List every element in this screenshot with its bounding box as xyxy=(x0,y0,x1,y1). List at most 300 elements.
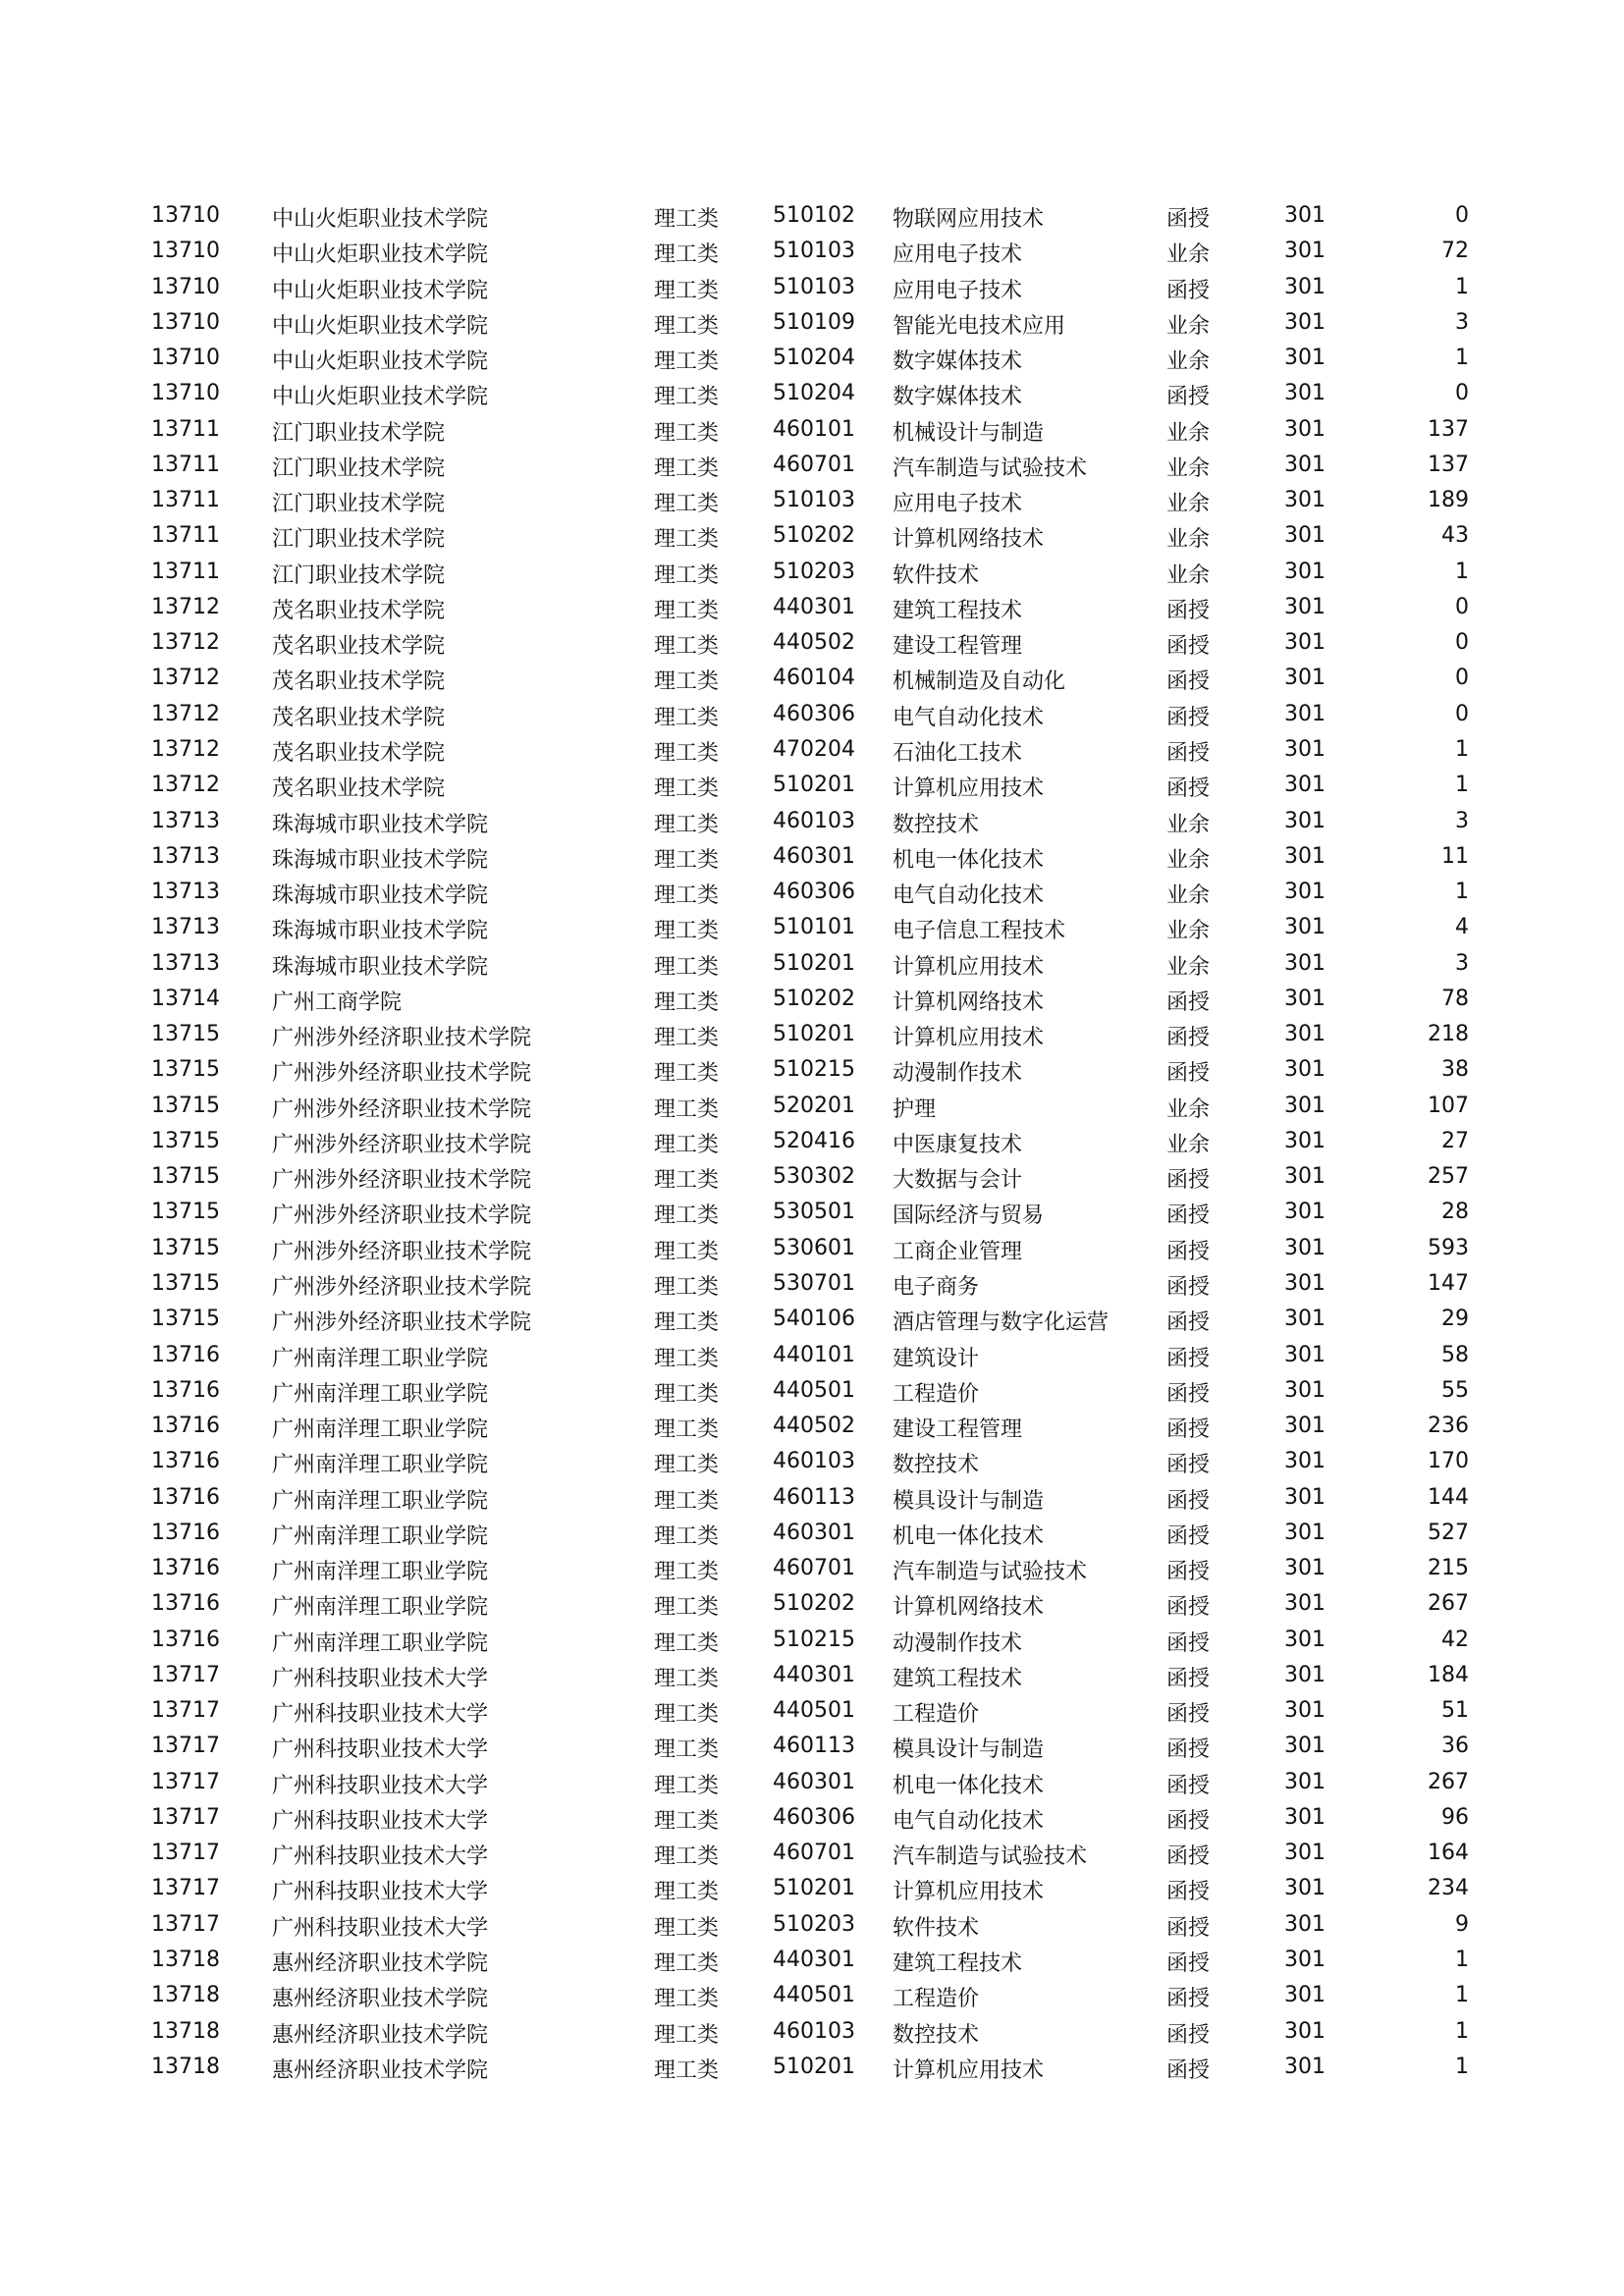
major-code-cell: 440301 xyxy=(773,1662,855,1687)
count-cell: 3 xyxy=(1455,950,1469,976)
table-row xyxy=(0,1306,1624,1341)
school-name-cell: 广州涉外经济职业技术学院 xyxy=(272,1168,532,1194)
school-code-cell: 13715 xyxy=(151,1307,220,1332)
major-code-cell: 460301 xyxy=(773,843,855,869)
school-code-cell: 13712 xyxy=(151,701,220,726)
subject-category-cell: 理工类 xyxy=(654,242,720,268)
major-name-cell: 数字媒体技术 xyxy=(893,385,1023,410)
major-name-cell: 数控技术 xyxy=(893,812,980,837)
subject-category-cell: 理工类 xyxy=(654,1132,720,1157)
study-mode-cell: 函授 xyxy=(1166,1560,1211,1585)
batch-code-cell: 301 xyxy=(1284,880,1326,905)
school-name-cell: 江门职业技术学院 xyxy=(272,562,446,588)
school-name-cell: 广州涉外经济职业技术学院 xyxy=(272,1274,532,1300)
major-name-cell: 计算机应用技术 xyxy=(893,954,1045,980)
school-name-cell: 珠海城市职业技术学院 xyxy=(272,954,489,980)
table-row xyxy=(0,594,1624,629)
major-name-cell: 酒店管理与数字化运营 xyxy=(893,1310,1110,1336)
school-name-cell: 广州涉外经济职业技术学院 xyxy=(272,1061,532,1087)
subject-category-cell: 理工类 xyxy=(654,847,720,873)
count-cell: 218 xyxy=(1428,1022,1469,1047)
major-name-cell: 汽车制造与试验技术 xyxy=(893,1844,1088,1870)
table-row xyxy=(0,1947,1624,1982)
study-mode-cell: 函授 xyxy=(1166,598,1211,623)
subject-category-cell: 理工类 xyxy=(654,776,720,802)
school-name-cell: 广州南洋理工职业学院 xyxy=(272,1488,489,1514)
study-mode-cell: 函授 xyxy=(1166,1346,1211,1371)
count-cell: 164 xyxy=(1428,1841,1469,1866)
study-mode-cell: 业余 xyxy=(1166,349,1211,375)
table-row xyxy=(0,629,1624,665)
major-code-cell: 440502 xyxy=(773,1414,855,1439)
batch-code-cell: 301 xyxy=(1284,1093,1326,1118)
major-code-cell: 510201 xyxy=(773,1876,855,1901)
school-code-cell: 13716 xyxy=(151,1520,220,1545)
school-name-cell: 广州科技职业技术大学 xyxy=(272,1880,489,1905)
study-mode-cell: 业余 xyxy=(1166,455,1211,481)
count-cell: 9 xyxy=(1455,1911,1469,1937)
school-code-cell: 13717 xyxy=(151,1841,220,1866)
study-mode-cell: 函授 xyxy=(1166,1915,1211,1941)
count-cell: 527 xyxy=(1428,1520,1469,1545)
subject-category-cell: 理工类 xyxy=(654,1630,720,1656)
school-code-cell: 13710 xyxy=(151,239,220,264)
table-row xyxy=(0,1270,1624,1306)
table-row xyxy=(0,1662,1624,1697)
major-code-cell: 510215 xyxy=(773,1057,855,1083)
major-name-cell: 应用电子技术 xyxy=(893,278,1023,303)
school-code-cell: 13715 xyxy=(151,1022,220,1047)
batch-code-cell: 301 xyxy=(1284,594,1326,619)
batch-code-cell: 301 xyxy=(1284,239,1326,264)
major-name-cell: 应用电子技术 xyxy=(893,242,1023,268)
table-row xyxy=(0,1377,1624,1413)
major-code-cell: 520201 xyxy=(773,1093,855,1118)
school-code-cell: 13713 xyxy=(151,950,220,976)
table-row xyxy=(0,487,1624,522)
subject-category-cell: 理工类 xyxy=(654,1595,720,1621)
subject-category-cell: 理工类 xyxy=(654,1061,720,1087)
major-name-cell: 数控技术 xyxy=(893,1453,980,1478)
table-row xyxy=(0,1413,1624,1448)
table-row xyxy=(0,879,1624,914)
major-code-cell: 510201 xyxy=(773,950,855,976)
batch-code-cell: 301 xyxy=(1284,416,1326,442)
major-name-cell: 模具设计与制造 xyxy=(893,1737,1045,1763)
school-name-cell: 广州南洋理工职业学院 xyxy=(272,1595,489,1621)
count-cell: 1 xyxy=(1455,346,1469,371)
count-cell: 593 xyxy=(1428,1235,1469,1260)
table-row xyxy=(0,701,1624,736)
study-mode-cell: 函授 xyxy=(1166,705,1211,730)
major-name-cell: 动漫制作技术 xyxy=(893,1061,1023,1087)
school-name-cell: 珠海城市职业技术学院 xyxy=(272,919,489,944)
subject-category-cell: 理工类 xyxy=(654,669,720,695)
major-code-cell: 440501 xyxy=(773,1698,855,1724)
major-name-cell: 工商企业管理 xyxy=(893,1239,1023,1264)
school-code-cell: 13716 xyxy=(151,1627,220,1652)
study-mode-cell: 函授 xyxy=(1166,1274,1211,1300)
major-name-cell: 计算机网络技术 xyxy=(893,1595,1045,1621)
count-cell: 58 xyxy=(1441,1342,1469,1367)
batch-code-cell: 301 xyxy=(1284,630,1326,656)
count-cell: 147 xyxy=(1428,1270,1469,1296)
batch-code-cell: 301 xyxy=(1284,1520,1326,1545)
school-code-cell: 13713 xyxy=(151,880,220,905)
major-name-cell: 国际经济与贸易 xyxy=(893,1203,1045,1229)
subject-category-cell: 理工类 xyxy=(654,954,720,980)
major-code-cell: 460306 xyxy=(773,701,855,726)
school-name-cell: 江门职业技术学院 xyxy=(272,420,446,446)
major-code-cell: 510103 xyxy=(773,274,855,299)
major-name-cell: 软件技术 xyxy=(893,1915,980,1941)
subject-category-cell: 理工类 xyxy=(654,1737,720,1763)
batch-code-cell: 301 xyxy=(1284,1627,1326,1652)
batch-code-cell: 301 xyxy=(1284,1591,1326,1617)
count-cell: 144 xyxy=(1428,1484,1469,1510)
major-code-cell: 510204 xyxy=(773,381,855,406)
batch-code-cell: 301 xyxy=(1284,773,1326,798)
subject-category-cell: 理工类 xyxy=(654,455,720,481)
batch-code-cell: 301 xyxy=(1284,1662,1326,1687)
subject-category-cell: 理工类 xyxy=(654,1168,720,1194)
table-row xyxy=(0,843,1624,879)
school-name-cell: 茂名职业技术学院 xyxy=(272,740,446,766)
table-row xyxy=(0,665,1624,700)
school-name-cell: 广州南洋理工职业学院 xyxy=(272,1381,489,1407)
count-cell: 72 xyxy=(1441,239,1469,264)
major-name-cell: 建设工程管理 xyxy=(893,634,1023,660)
school-name-cell: 江门职业技术学院 xyxy=(272,527,446,553)
count-cell: 170 xyxy=(1428,1449,1469,1474)
admissions-table xyxy=(0,202,1624,2089)
subject-category-cell: 理工类 xyxy=(654,634,720,660)
count-cell: 51 xyxy=(1441,1698,1469,1724)
subject-category-cell: 理工类 xyxy=(654,420,720,446)
study-mode-cell: 函授 xyxy=(1166,1951,1211,1977)
table-row xyxy=(0,1769,1624,1804)
school-name-cell: 中山火炬职业技术学院 xyxy=(272,278,489,303)
study-mode-cell: 业余 xyxy=(1166,812,1211,837)
batch-code-cell: 301 xyxy=(1284,2018,1326,2044)
subject-category-cell: 理工类 xyxy=(654,1488,720,1514)
count-cell: 1 xyxy=(1455,1948,1469,1973)
study-mode-cell: 函授 xyxy=(1166,2022,1211,2048)
major-code-cell: 440501 xyxy=(773,1983,855,2008)
major-name-cell: 动漫制作技术 xyxy=(893,1630,1023,1656)
school-name-cell: 中山火炬职业技术学院 xyxy=(272,385,489,410)
major-name-cell: 电子信息工程技术 xyxy=(893,919,1066,944)
school-name-cell: 广州科技职业技术大学 xyxy=(272,1915,489,1941)
batch-code-cell: 301 xyxy=(1284,1200,1326,1225)
batch-code-cell: 301 xyxy=(1284,452,1326,477)
subject-category-cell: 理工类 xyxy=(654,598,720,623)
school-name-cell: 广州科技职业技术大学 xyxy=(272,1737,489,1763)
major-name-cell: 汽车制造与试验技术 xyxy=(893,455,1088,481)
major-name-cell: 机电一体化技术 xyxy=(893,1773,1045,1798)
school-code-cell: 13710 xyxy=(151,346,220,371)
school-name-cell: 广州南洋理工职业学院 xyxy=(272,1630,489,1656)
major-code-cell: 460101 xyxy=(773,416,855,442)
major-code-cell: 460104 xyxy=(773,666,855,691)
count-cell: 1 xyxy=(1455,2018,1469,2044)
count-cell: 1 xyxy=(1455,773,1469,798)
table-row xyxy=(0,1448,1624,1483)
school-name-cell: 茂名职业技术学院 xyxy=(272,634,446,660)
major-code-cell: 460113 xyxy=(773,1734,855,1759)
major-code-cell: 530501 xyxy=(773,1200,855,1225)
table-row xyxy=(0,522,1624,558)
batch-code-cell: 301 xyxy=(1284,1235,1326,1260)
major-name-cell: 中医康复技术 xyxy=(893,1132,1023,1157)
batch-code-cell: 301 xyxy=(1284,1342,1326,1367)
school-name-cell: 茂名职业技术学院 xyxy=(272,598,446,623)
major-name-cell: 计算机应用技术 xyxy=(893,1880,1045,1905)
major-name-cell: 计算机网络技术 xyxy=(893,989,1045,1015)
school-name-cell: 茂名职业技术学院 xyxy=(272,705,446,730)
major-name-cell: 智能光电技术应用 xyxy=(893,313,1066,339)
school-code-cell: 13716 xyxy=(151,1414,220,1439)
school-name-cell: 广州科技职业技术大学 xyxy=(272,1773,489,1798)
subject-category-cell: 理工类 xyxy=(654,2022,720,2048)
major-name-cell: 应用电子技术 xyxy=(893,492,1023,517)
major-code-cell: 460113 xyxy=(773,1484,855,1510)
school-code-cell: 13717 xyxy=(151,1662,220,1687)
study-mode-cell: 函授 xyxy=(1166,1310,1211,1336)
subject-category-cell: 理工类 xyxy=(654,1773,720,1798)
school-code-cell: 13712 xyxy=(151,736,220,762)
major-code-cell: 510202 xyxy=(773,1591,855,1617)
school-code-cell: 13718 xyxy=(151,1948,220,1973)
count-cell: 42 xyxy=(1441,1627,1469,1652)
table-row xyxy=(0,202,1624,238)
study-mode-cell: 函授 xyxy=(1166,634,1211,660)
major-code-cell: 530701 xyxy=(773,1270,855,1296)
count-cell: 55 xyxy=(1441,1377,1469,1403)
table-row xyxy=(0,1128,1624,1163)
major-name-cell: 机电一体化技术 xyxy=(893,1523,1045,1549)
major-code-cell: 440301 xyxy=(773,594,855,619)
subject-category-cell: 理工类 xyxy=(654,1880,720,1905)
table-row xyxy=(0,452,1624,487)
study-mode-cell: 函授 xyxy=(1166,1987,1211,2012)
school-name-cell: 惠州经济职业技术学院 xyxy=(272,1987,489,2012)
major-code-cell: 510102 xyxy=(773,203,855,228)
table-row xyxy=(0,1484,1624,1520)
school-code-cell: 13711 xyxy=(151,416,220,442)
study-mode-cell: 函授 xyxy=(1166,1381,1211,1407)
study-mode-cell: 函授 xyxy=(1166,989,1211,1015)
table-row xyxy=(0,736,1624,772)
table-row xyxy=(0,1021,1624,1056)
major-code-cell: 460301 xyxy=(773,1520,855,1545)
subject-category-cell: 理工类 xyxy=(654,349,720,375)
subject-category-cell: 理工类 xyxy=(654,705,720,730)
batch-code-cell: 301 xyxy=(1284,950,1326,976)
major-name-cell: 建筑设计 xyxy=(893,1346,980,1371)
school-code-cell: 13716 xyxy=(151,1591,220,1617)
major-name-cell: 汽车制造与试验技术 xyxy=(893,1560,1088,1585)
subject-category-cell: 理工类 xyxy=(654,527,720,553)
major-code-cell: 460103 xyxy=(773,808,855,833)
school-name-cell: 广州涉外经济职业技术学院 xyxy=(272,1239,532,1264)
count-cell: 0 xyxy=(1455,701,1469,726)
batch-code-cell: 301 xyxy=(1284,1948,1326,1973)
school-code-cell: 13713 xyxy=(151,808,220,833)
major-name-cell: 模具设计与制造 xyxy=(893,1488,1045,1514)
batch-code-cell: 301 xyxy=(1284,1734,1326,1759)
subject-category-cell: 理工类 xyxy=(654,1239,720,1264)
table-row xyxy=(0,1590,1624,1626)
table-row xyxy=(0,1235,1624,1270)
table-row xyxy=(0,1733,1624,1768)
study-mode-cell: 函授 xyxy=(1166,1880,1211,1905)
school-code-cell: 13712 xyxy=(151,630,220,656)
count-cell: 1 xyxy=(1455,1983,1469,2008)
subject-category-cell: 理工类 xyxy=(654,1844,720,1870)
major-code-cell: 530302 xyxy=(773,1164,855,1190)
subject-category-cell: 理工类 xyxy=(654,1346,720,1371)
school-code-cell: 13711 xyxy=(151,523,220,549)
school-code-cell: 13713 xyxy=(151,915,220,940)
subject-category-cell: 理工类 xyxy=(654,562,720,588)
count-cell: 234 xyxy=(1428,1876,1469,1901)
major-name-cell: 石油化工技术 xyxy=(893,740,1023,766)
study-mode-cell: 函授 xyxy=(1166,1453,1211,1478)
school-name-cell: 广州工商学院 xyxy=(272,989,403,1015)
subject-category-cell: 理工类 xyxy=(654,1951,720,1977)
subject-category-cell: 理工类 xyxy=(654,1417,720,1443)
table-row xyxy=(0,986,1624,1021)
study-mode-cell: 业余 xyxy=(1166,420,1211,446)
table-row xyxy=(0,914,1624,949)
count-cell: 3 xyxy=(1455,309,1469,335)
count-cell: 38 xyxy=(1441,1057,1469,1083)
subject-category-cell: 理工类 xyxy=(654,2057,720,2083)
school-code-cell: 13716 xyxy=(151,1377,220,1403)
school-name-cell: 茂名职业技术学院 xyxy=(272,669,446,695)
major-name-cell: 软件技术 xyxy=(893,562,980,588)
count-cell: 137 xyxy=(1428,452,1469,477)
count-cell: 29 xyxy=(1441,1307,1469,1332)
major-code-cell: 510215 xyxy=(773,1627,855,1652)
batch-code-cell: 301 xyxy=(1284,2054,1326,2079)
batch-code-cell: 301 xyxy=(1284,488,1326,513)
school-name-cell: 广州南洋理工职业学院 xyxy=(272,1346,489,1371)
major-code-cell: 510103 xyxy=(773,488,855,513)
study-mode-cell: 函授 xyxy=(1166,1595,1211,1621)
batch-code-cell: 301 xyxy=(1284,701,1326,726)
study-mode-cell: 函授 xyxy=(1166,1702,1211,1728)
major-code-cell: 510203 xyxy=(773,1911,855,1937)
study-mode-cell: 业余 xyxy=(1166,919,1211,944)
count-cell: 1 xyxy=(1455,559,1469,584)
batch-code-cell: 301 xyxy=(1284,1022,1326,1047)
subject-category-cell: 理工类 xyxy=(654,1915,720,1941)
study-mode-cell: 业余 xyxy=(1166,492,1211,517)
school-code-cell: 13711 xyxy=(151,488,220,513)
school-code-cell: 13710 xyxy=(151,309,220,335)
batch-code-cell: 301 xyxy=(1284,203,1326,228)
study-mode-cell: 函授 xyxy=(1166,1630,1211,1656)
table-row xyxy=(0,1520,1624,1555)
batch-code-cell: 301 xyxy=(1284,381,1326,406)
major-name-cell: 护理 xyxy=(893,1096,937,1122)
subject-category-cell: 理工类 xyxy=(654,740,720,766)
count-cell: 107 xyxy=(1428,1093,1469,1118)
study-mode-cell: 函授 xyxy=(1166,1666,1211,1691)
major-code-cell: 510204 xyxy=(773,346,855,371)
major-name-cell: 计算机应用技术 xyxy=(893,2057,1045,2083)
subject-category-cell: 理工类 xyxy=(654,1808,720,1834)
table-row xyxy=(0,1840,1624,1875)
table-row xyxy=(0,380,1624,415)
major-name-cell: 机械设计与制造 xyxy=(893,420,1045,446)
major-name-cell: 机械制造及自动化 xyxy=(893,669,1066,695)
study-mode-cell: 函授 xyxy=(1166,2057,1211,2083)
school-name-cell: 中山火炬职业技术学院 xyxy=(272,242,489,268)
subject-category-cell: 理工类 xyxy=(654,1666,720,1691)
school-code-cell: 13717 xyxy=(151,1876,220,1901)
study-mode-cell: 业余 xyxy=(1166,562,1211,588)
count-cell: 28 xyxy=(1441,1200,1469,1225)
major-code-cell: 460103 xyxy=(773,2018,855,2044)
count-cell: 267 xyxy=(1428,1591,1469,1617)
table-row xyxy=(0,1199,1624,1234)
school-code-cell: 13717 xyxy=(151,1769,220,1794)
subject-category-cell: 理工类 xyxy=(654,919,720,944)
table-row xyxy=(0,274,1624,309)
school-name-cell: 中山火炬职业技术学院 xyxy=(272,313,489,339)
batch-code-cell: 301 xyxy=(1284,1449,1326,1474)
count-cell: 0 xyxy=(1455,203,1469,228)
batch-code-cell: 301 xyxy=(1284,346,1326,371)
study-mode-cell: 函授 xyxy=(1166,385,1211,410)
count-cell: 78 xyxy=(1441,986,1469,1011)
major-name-cell: 工程造价 xyxy=(893,1702,980,1728)
major-name-cell: 大数据与会计 xyxy=(893,1168,1023,1194)
study-mode-cell: 业余 xyxy=(1166,1132,1211,1157)
major-code-cell: 510103 xyxy=(773,239,855,264)
major-code-cell: 510203 xyxy=(773,559,855,584)
school-code-cell: 13715 xyxy=(151,1164,220,1190)
count-cell: 4 xyxy=(1455,915,1469,940)
school-name-cell: 中山火炬职业技术学院 xyxy=(272,207,489,232)
study-mode-cell: 函授 xyxy=(1166,1203,1211,1229)
school-code-cell: 13715 xyxy=(151,1270,220,1296)
major-code-cell: 460103 xyxy=(773,1449,855,1474)
major-name-cell: 计算机网络技术 xyxy=(893,527,1045,553)
batch-code-cell: 301 xyxy=(1284,1307,1326,1332)
subject-category-cell: 理工类 xyxy=(654,812,720,837)
subject-category-cell: 理工类 xyxy=(654,989,720,1015)
study-mode-cell: 函授 xyxy=(1166,1026,1211,1051)
school-name-cell: 茂名职业技术学院 xyxy=(272,776,446,802)
count-cell: 257 xyxy=(1428,1164,1469,1190)
count-cell: 1 xyxy=(1455,736,1469,762)
major-code-cell: 440101 xyxy=(773,1342,855,1367)
subject-category-cell: 理工类 xyxy=(654,1987,720,2012)
school-name-cell: 广州涉外经济职业技术学院 xyxy=(272,1026,532,1051)
batch-code-cell: 301 xyxy=(1284,1164,1326,1190)
major-name-cell: 工程造价 xyxy=(893,1987,980,2012)
subject-category-cell: 理工类 xyxy=(654,1274,720,1300)
major-name-cell: 计算机应用技术 xyxy=(893,776,1045,802)
school-code-cell: 13711 xyxy=(151,559,220,584)
study-mode-cell: 函授 xyxy=(1166,1844,1211,1870)
count-cell: 0 xyxy=(1455,630,1469,656)
subject-category-cell: 理工类 xyxy=(654,1702,720,1728)
